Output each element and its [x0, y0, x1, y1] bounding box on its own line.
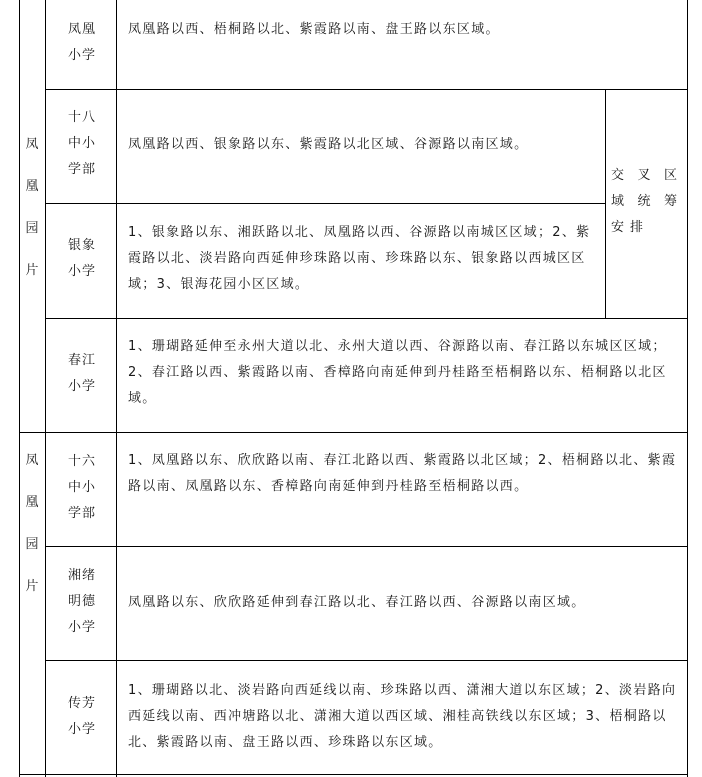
- school-name: 十六 中小 学部: [67, 454, 96, 521]
- row-divider: [45, 318, 688, 319]
- area-description: 1、凤凰路以东、欣欣路以南、春江北路以西、紫霞路以北区域；2、梧桐路以北、紫霞路以南、凤凰路以东、香樟路向南延伸到丹桂路至梧桐路以西。: [128, 453, 677, 494]
- table-border-bottom: [19, 774, 688, 775]
- table-border-left: [19, 0, 20, 777]
- row-divider: [45, 89, 688, 90]
- district-label: 凤 凰 园 片: [25, 453, 39, 594]
- cross-area-note: 交叉区域统筹安排: [611, 168, 683, 235]
- area-description: 1、珊瑚路延伸至永州大道以北、永州大道以西、谷源路以南、春江路以东城区区域；2、春江路以西、紫霞路以南、香樟路向南延伸到丹桂路至梧桐路以东、梧桐路以北区域。: [128, 339, 667, 406]
- district-label: 凤 凰 园 片: [25, 137, 39, 278]
- row-divider: [45, 546, 688, 547]
- school-name: 传芳 小学: [67, 696, 96, 737]
- row-divider: [45, 660, 688, 661]
- area-description: 1、珊瑚路以北、淡岩路向西延线以南、珍珠路以西、潇湘大道以东区域；2、淡岩路向西延线以南、西冲塘路以北、潇湘大道以西区域、湘桂高铁线以东区域；3、梧桐路以北、紫霞路以南、盘王路以西、珍珠路以东区域。: [128, 683, 677, 750]
- school-name: 湘绪 明德 小学: [67, 568, 96, 635]
- area-description: 1、银象路以东、湘跃路以北、凤凰路以西、谷源路以南城区区域；2、紫霞路以北、淡岩路向西延伸珍珠路以南、珍珠路以东、银象路以西城区区域；3、银海花园小区区域。: [128, 225, 591, 292]
- school-name: 凤凰 小学: [67, 22, 96, 63]
- school-name: 十八 中小 学部: [67, 110, 96, 177]
- area-description: 凤凰路以西、银象路以东、紫霞路以北区域、谷源路以南区域。: [128, 137, 529, 152]
- school-name: 春江 小学: [67, 353, 96, 394]
- area-description: 凤凰路以西、梧桐路以北、紫霞路以南、盘王路以东区域。: [128, 22, 500, 37]
- school-name: 银象 小学: [67, 238, 96, 279]
- area-description: 凤凰路以东、欣欣路延伸到春江路以北、春江路以西、谷源路以南区域。: [128, 595, 586, 610]
- section-divider: [19, 432, 688, 433]
- row-divider: [45, 203, 606, 204]
